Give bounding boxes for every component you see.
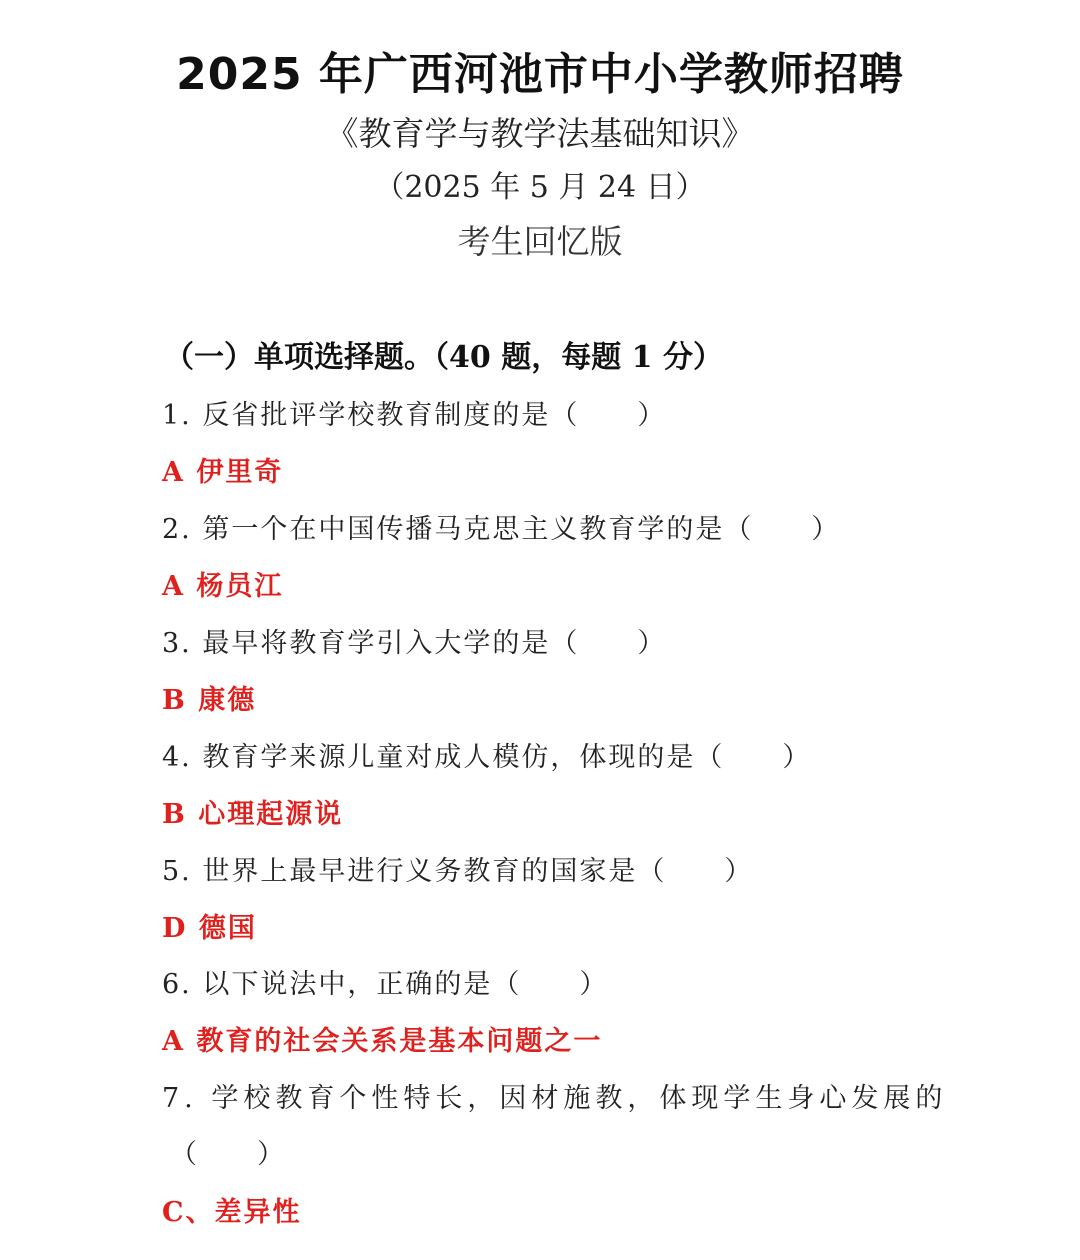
question-text: 2. 第一个在中国传播马克思主义教育学的是（ ） <box>162 514 841 545</box>
edition-label: 考生回忆版 <box>457 222 623 261</box>
answer-text: B 康德 <box>162 685 257 716</box>
question-text: 3. 最早将教育学引入大学的是（ ） <box>162 628 667 659</box>
answer-text: A 教育的社会关系是基本问题之一 <box>162 1026 603 1057</box>
question-text: 6. 以下说法中，正确的是（ ） <box>162 969 609 1000</box>
question-text: 5. 世界上最早进行义务教育的国家是（ ） <box>162 856 754 887</box>
document-title: 2025 年广西河池市中小学教师招聘 <box>176 49 904 100</box>
answer-text: D 德国 <box>162 913 257 944</box>
question-text: 7. 学校教育个性特长，因材施教，体现学生身心发展的 <box>162 1083 948 1114</box>
section-heading: （一）单项选择题。（40 题，每题 1 分） <box>164 340 723 375</box>
question-text: 1. 反省批评学校教育制度的是（ ） <box>162 400 667 431</box>
answer-text: A 伊里奇 <box>162 457 284 488</box>
answer-text: C、差异性 <box>162 1197 302 1228</box>
question-blank: （ ） <box>170 1139 286 1170</box>
document-subtitle: 《教育学与教学法基础知识》 <box>325 114 755 153</box>
exam-date: （2025 年 5 月 24 日） <box>374 170 706 205</box>
answer-text: B 心理起源说 <box>162 799 344 830</box>
answer-text: A 杨员江 <box>162 571 284 602</box>
question-text: 4. 教育学来源儿童对成人模仿，体现的是（ ） <box>162 742 812 773</box>
